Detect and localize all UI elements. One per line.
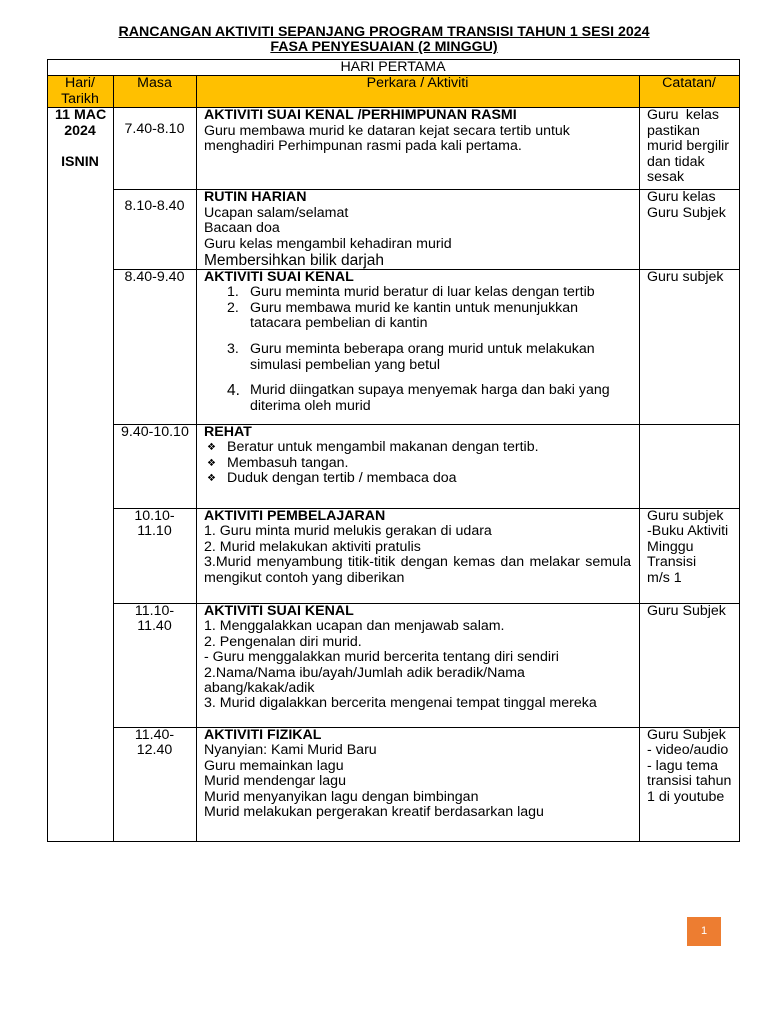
notes-line: Guru kelas [647, 189, 716, 206]
item-text [250, 342, 595, 373]
notes-line: pastikan [647, 122, 700, 139]
date-day-month: 11 MAC [55, 107, 107, 124]
bullet-item [204, 456, 631, 471]
notes-line: sesak [647, 169, 685, 186]
activity-line: Murid menyanyikan lagu dengan bimbingan [204, 788, 479, 805]
time-text: 11.40- [134, 727, 175, 744]
page-number: 1 [700, 924, 708, 937]
activity-heading: AKTIVITI FIZIKAL [204, 727, 322, 744]
title-line-1: RANCANGAN AKTIVITI SEPANJANG PROGRAM TRANSISI TAHUN 1 SESI 2024 [118, 24, 650, 40]
header-hari-line-2: Tarikh [61, 90, 99, 107]
notes-line: dan tidak [647, 153, 705, 170]
time-text: 11.40 [137, 618, 172, 635]
activity-line: Murid melakukan pergerakan kreatif berdasarkan lagu [204, 804, 544, 821]
time-text: 10.10- [134, 508, 175, 525]
schedule-row [48, 108, 740, 190]
time-text: 9.40-10.10 [121, 424, 189, 441]
header-catatan: Catatan/ [640, 76, 740, 108]
activity-line: 1. Menggalakkan ucapan dan menjawab salam. [204, 618, 505, 635]
activity-heading: AKTIVITI SUAI KENAL [204, 269, 354, 286]
schedule-row [48, 728, 740, 842]
diamond-bullet-icon: ❖ [207, 457, 216, 469]
activity-cell [197, 509, 640, 604]
activity-heading: RUTIN HARIAN [204, 189, 307, 206]
notes-line: Guru Subjek [647, 727, 726, 744]
notes-cell [640, 728, 740, 842]
notes-cell [640, 270, 740, 425]
notes-line: Guru Subjek [647, 603, 726, 620]
activity-plan-table [47, 59, 740, 842]
activity-line: 3.Murid menyambung titik-titik dengan kemas dan melakar semula [204, 554, 631, 571]
activity-line: Guru kelas mengambil kehadiran murid [204, 235, 452, 252]
activity-line: 2.Nama/Nama ibu/ayah/Jumlah adik beradik/Nama [204, 664, 525, 681]
item-line: Murid diingatkan supaya menyemak harga dan baki yang [250, 382, 610, 399]
schedule-row [48, 425, 740, 509]
schedule-row [48, 509, 740, 604]
notes-line: Minggu [647, 538, 694, 555]
notes-cell [640, 425, 740, 509]
notes-cell [640, 604, 740, 728]
notes-line: Guru Subjek [647, 204, 726, 221]
header-perkara: Perkara / Aktiviti [197, 76, 640, 108]
header-masa: Masa [114, 76, 197, 108]
header-hari [48, 76, 114, 108]
page-number-badge [687, 917, 721, 946]
notes-line: Guru kelas [647, 107, 719, 124]
notes-line: murid bergilir [647, 138, 729, 155]
activity-line: Bacaan doa [204, 220, 280, 237]
item-line: Guru meminta beberapa orang murid untuk melakukan [250, 341, 595, 358]
date-weekday: ISNIN [61, 153, 99, 170]
activity-cell [197, 190, 640, 270]
numbered-item [204, 383, 631, 414]
numbered-item [204, 342, 631, 373]
activity-heading: AKTIVITI SUAI KENAL [204, 603, 354, 620]
schedule-row [48, 190, 740, 270]
bullet-text: Duduk dengan tertib / membaca doa [227, 470, 457, 487]
numbered-item [204, 301, 631, 332]
time-text: 8.10-8.40 [124, 198, 185, 215]
notes-line: transisi tahun [647, 773, 732, 790]
date-spacer [55, 139, 105, 154]
activity-line: 1. Guru minta murid melukis gerakan di udara [204, 523, 492, 540]
diamond-bullet-icon: ❖ [207, 442, 216, 454]
notes-line: - video/audio [647, 742, 729, 759]
header-hari-line-1: Hari/ [65, 75, 95, 92]
activity-cell [197, 604, 640, 728]
activity-line: Ucapan salam/selamat [204, 204, 349, 221]
item-line: simulasi pembelian yang betul [250, 356, 441, 373]
activity-line: abang/kakak/adik [204, 680, 315, 697]
time-cell [114, 108, 197, 190]
item-number: 3. [227, 341, 239, 358]
time-cell [114, 604, 197, 728]
activity-line: 3. Murid digalakkan bercerita mengenai tempat tinggal mereka [204, 695, 597, 712]
activity-heading: AKTIVITI PEMBELAJARAN [204, 508, 386, 525]
item-line: diterima oleh murid [250, 397, 371, 414]
diamond-bullet-icon: ❖ [207, 473, 216, 485]
item-text [250, 301, 578, 332]
activity-line: Nyanyian: Kami Murid Baru [204, 742, 377, 759]
item-line: Guru membawa murid ke kantin untuk menunjukkan [250, 299, 579, 316]
item-number: 2. [227, 299, 239, 316]
header-row [48, 76, 740, 108]
activity-cell [197, 108, 640, 190]
item-text [250, 383, 610, 414]
schedule-row [48, 604, 740, 728]
activity-cell [197, 728, 640, 842]
time-text: 8.40-9.40 [124, 269, 185, 286]
item-text [250, 285, 595, 300]
document-title [0, 25, 768, 56]
numbered-item [204, 285, 631, 300]
activity-line: Murid mendengar lagu [204, 773, 346, 790]
time-cell [114, 190, 197, 270]
bullet-text: Beratur untuk mengambil makanan dengan tertib. [227, 439, 539, 456]
time-cell [114, 728, 197, 842]
time-text: 11.10- [134, 603, 175, 620]
time-text: 12.40 [136, 742, 173, 759]
notes-line: Guru subjek [647, 269, 724, 286]
day-label-row [48, 60, 740, 76]
activity-line: menghadiri Perhimpunan rasmi pada kali pertama. [204, 138, 522, 155]
time-cell [114, 425, 197, 509]
notes-line: - lagu tema [647, 757, 718, 774]
title-line-2: FASA PENYESUAIAN (2 MINGGU) [270, 39, 498, 56]
activity-cell [197, 270, 640, 425]
activity-line: Guru memainkan lagu [204, 757, 344, 774]
schedule-row [48, 270, 740, 425]
table-body [48, 60, 740, 842]
bullet-item [204, 471, 631, 486]
bullet-item [204, 440, 631, 455]
item-number: 1. [227, 284, 239, 301]
activity-heading: REHAT [204, 424, 252, 441]
notes-cell [640, 190, 740, 270]
notes-cell [640, 509, 740, 604]
activity-heading: AKTIVITI SUAI KENAL /PERHIMPUNAN RASMI [204, 107, 517, 124]
item-line: tatacara pembelian di kantin [250, 315, 428, 332]
notes-line: 1 di youtube [647, 788, 725, 805]
time-cell [114, 509, 197, 604]
item-line: Guru meminta murid beratur di luar kelas dengan tertib [250, 284, 595, 301]
time-text: 7.40-8.10 [124, 121, 185, 138]
notes-line: m/s 1 [647, 569, 682, 586]
bullet-text: Membasuh tangan. [227, 454, 349, 471]
date-year: 2024 [64, 122, 96, 139]
notes-cell [640, 108, 740, 190]
notes-line: -Buku Aktiviti [647, 523, 729, 540]
notes-line: Guru subjek [647, 508, 724, 525]
activity-line: - Guru menggalakkan murid bercerita tentang diri sendiri [204, 649, 559, 666]
day-label: HARI PERTAMA [48, 60, 740, 76]
notes-line: Transisi [647, 554, 697, 571]
time-cell [114, 270, 197, 425]
activity-line: Membersihkan bilik darjah [204, 252, 385, 270]
activity-line: 2. Pengenalan diri murid. [204, 633, 362, 650]
date-cell [48, 108, 114, 842]
activity-cell [197, 425, 640, 509]
activity-line: mengikut contoh yang diberikan [204, 569, 405, 586]
time-text: 11.10 [137, 523, 172, 540]
activity-line: 2. Murid melakukan aktiviti pratulis [204, 538, 421, 555]
item-number: 4. [227, 382, 240, 400]
activity-line: Guru membawa murid ke dataran kejat secara tertib untuk [204, 122, 570, 139]
